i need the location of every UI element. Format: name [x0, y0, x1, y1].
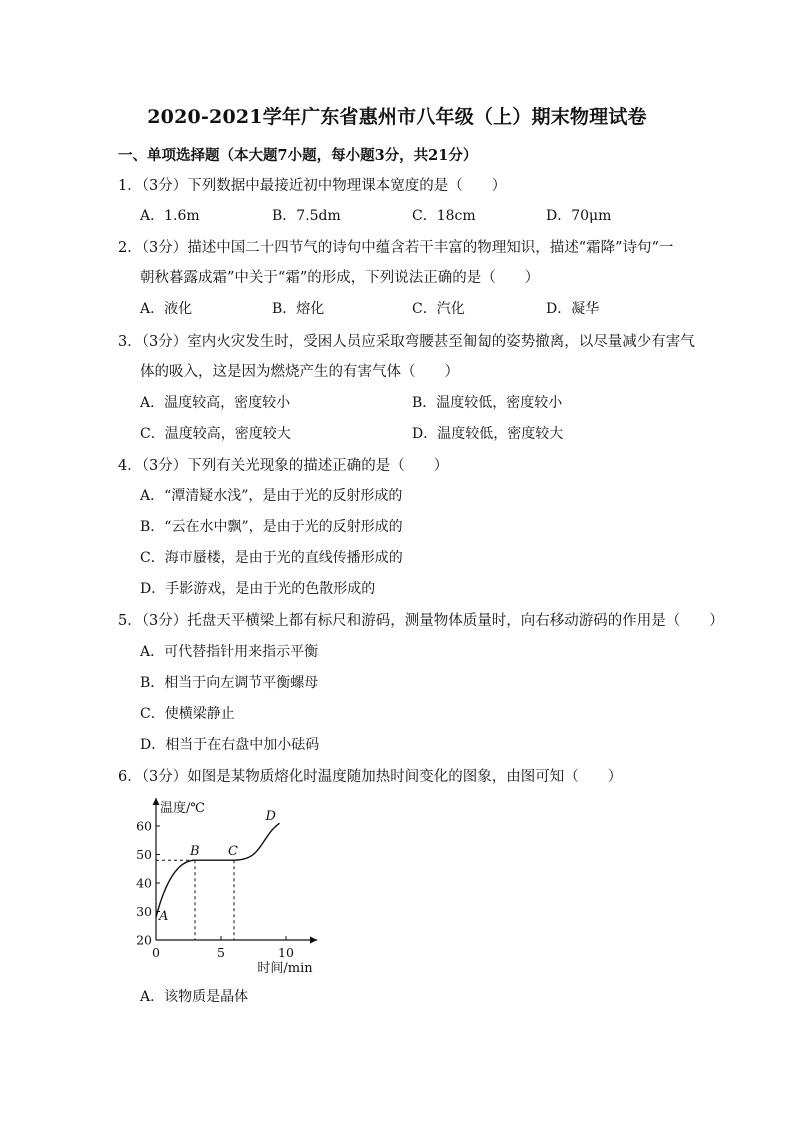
y-tick-label: 30 — [136, 904, 152, 919]
option-c: C．汽化 — [412, 301, 465, 317]
question-1 — [118, 176, 678, 196]
x-axis-label: 时间/min — [257, 961, 313, 976]
point-label-c: C — [228, 844, 238, 860]
option-b: B．相当于向左调节平衡螺母 — [140, 675, 319, 691]
question-2 — [118, 238, 678, 258]
question-4 — [118, 456, 678, 476]
point-label-b: B — [190, 844, 200, 860]
question-stem: 4．（3分）下列有关光现象的描述正确的是（ ） — [118, 458, 449, 474]
curve-group — [156, 809, 280, 940]
option-b: B．“云在水中飘”，是由于光的反射形成的 — [140, 519, 403, 535]
option-c: C．海市蜃楼，是由于光的直线传播形成的 — [140, 550, 403, 566]
x-tick-label: 0 — [152, 945, 160, 960]
y-tick-label: 40 — [136, 875, 152, 891]
question-3-cont — [140, 362, 680, 382]
question-stem: 2．（3分）描述中国二十四节气的诗句中蕴含若干丰富的物理知识，描述“霜降”诗句“一 — [118, 240, 674, 256]
question-3 — [118, 332, 695, 352]
option-a: A．液化 — [140, 301, 193, 317]
question-stem: 3．（3分）室内火灾发生时，受困人员应采取弯腰甚至匍匐的姿势撤离，以尽量减少有害气 — [118, 334, 695, 350]
question-stem: 6．（3分）如图是某物质熔化时温度随加热时间变化的图象，由图可知（ ） — [118, 769, 623, 785]
option-c: C．18cm — [412, 208, 476, 224]
x-tick-label: 10 — [278, 945, 294, 960]
ticks — [136, 819, 294, 961]
question-stem-cont: 朝秋暮露成霜”中关于“霜”的形成，下列说法正确的是（ ） — [140, 270, 540, 286]
point-label-a: A — [159, 909, 169, 925]
option-a: A．可代替指针用来指示平衡 — [140, 644, 319, 660]
melting-graph — [118, 790, 338, 980]
option-d: D．相当于在右盘中加小砝码 — [140, 737, 320, 753]
y-axis-label: 温度/℃ — [160, 801, 205, 816]
question-5 — [118, 611, 724, 631]
option-b: B．7.5dm — [272, 208, 341, 224]
option-a: A．“潭清疑水浅”，是由于光的反射形成的 — [140, 488, 403, 504]
option-d: D．手影游戏，是由于光的色散形成的 — [140, 581, 376, 597]
question-6 — [118, 767, 678, 787]
option-c: C．使横梁静止 — [140, 706, 235, 722]
y-tick-label: 20 — [136, 932, 152, 948]
y-tick-label: 60 — [136, 818, 152, 834]
page-title: 2020-2021学年广东省惠州市八年级（上）期末物理试卷 — [147, 106, 647, 128]
option-a: A．1.6m — [140, 208, 200, 224]
option-b: B．温度较低，密度较小 — [412, 395, 563, 411]
option-c: C．温度较高，密度较大 — [140, 426, 291, 442]
section-title: 一、单项选择题（本大题7小题，每小题3分，共21分） — [118, 147, 478, 164]
melting-curve — [156, 823, 280, 917]
option-d: D．70μm — [546, 208, 612, 224]
point-label-d: D — [265, 809, 276, 825]
option-d: D．凝华 — [546, 301, 600, 317]
question-stem: 1．（3分）下列数据中最接近初中物理课本宽度的是（ ） — [118, 178, 507, 194]
x-tick-label: 5 — [217, 945, 225, 960]
question-stem: 5．（3分）托盘天平横梁上都有标尺和游码，测量物体质量时，向右移动游码的作用是（ ） — [118, 613, 724, 629]
question-2-cont — [140, 268, 680, 288]
option-d: D．温度较低，密度较大 — [412, 426, 564, 442]
option-a: A．该物质是晶体 — [140, 989, 249, 1005]
question-stem-cont: 体的吸入，这是因为燃烧产生的有害气体（ ） — [140, 364, 459, 380]
option-b: B．熔化 — [272, 301, 325, 317]
y-tick-label: 50 — [136, 847, 152, 862]
option-a: A．温度较高，密度较小 — [140, 395, 291, 411]
